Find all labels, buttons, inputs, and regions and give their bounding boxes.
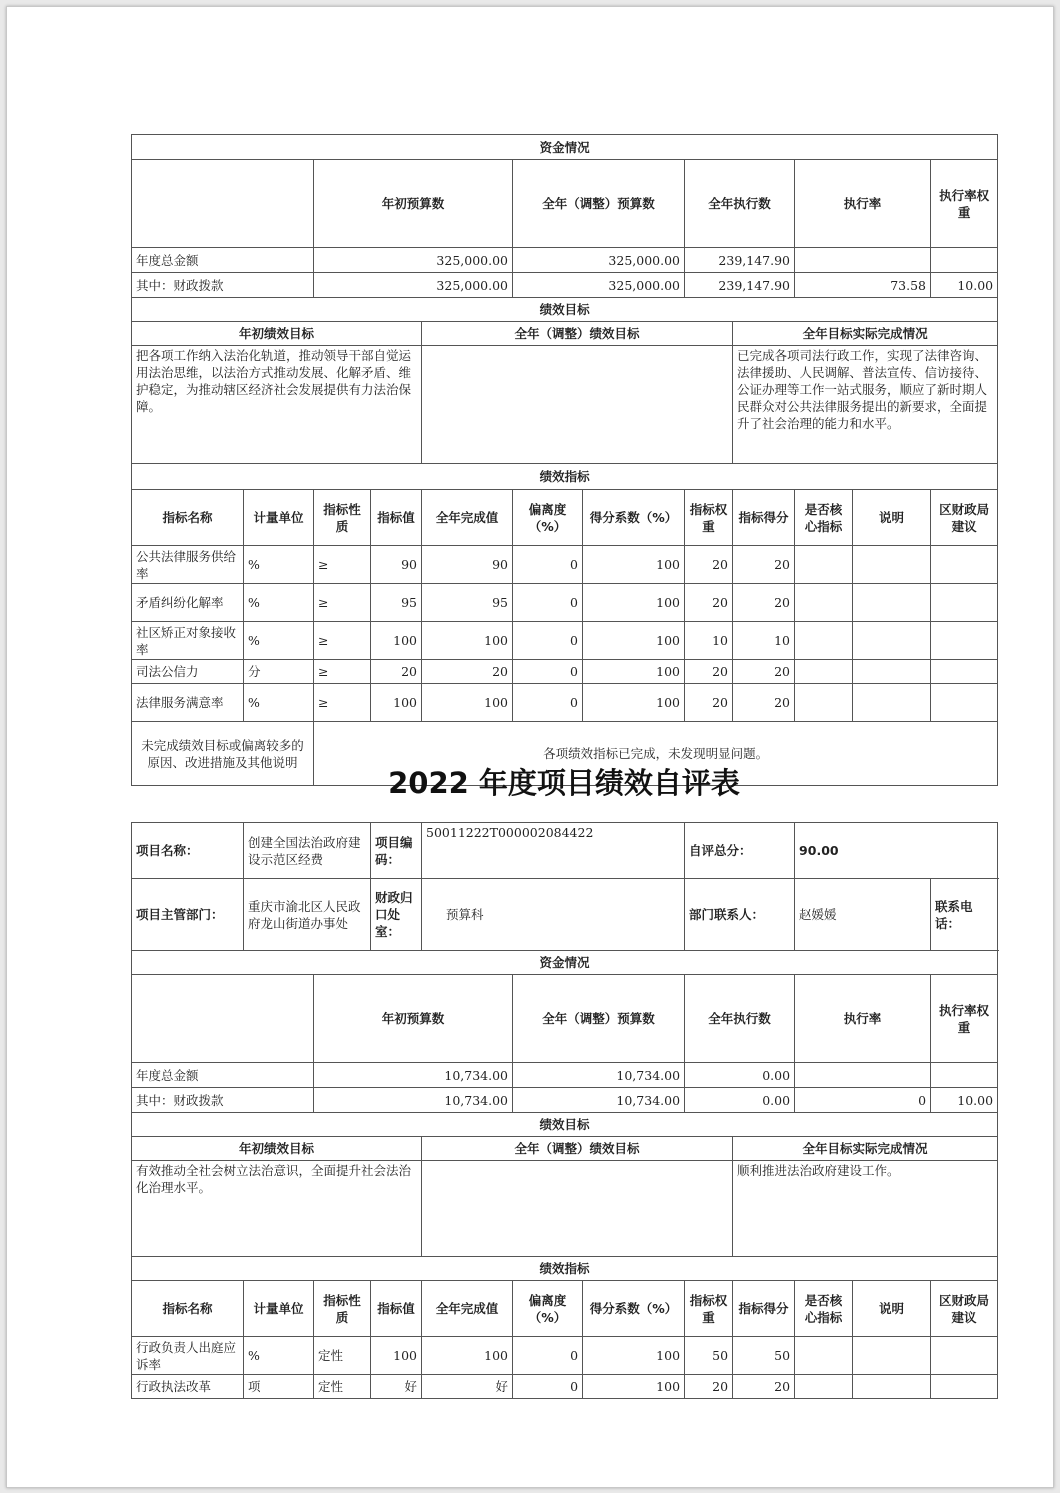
ind-dev: 0 <box>513 1337 583 1375</box>
blank-header-cell <box>132 160 314 248</box>
ind-core <box>795 546 853 584</box>
fund-weight: 10.00 <box>931 273 998 298</box>
ind-done: 好 <box>422 1375 513 1399</box>
ind-header-core: 是否核心指标 <box>795 1281 853 1337</box>
project-code: 50011222T000002084422 <box>422 823 685 879</box>
ind-value: 好 <box>371 1375 422 1399</box>
ind-coef: 100 <box>583 1375 685 1399</box>
header-adjusted: 全年（调整）预算数 <box>513 160 685 248</box>
ind-dev: 0 <box>513 622 583 660</box>
performance-table-2 <box>131 822 998 1399</box>
ind-weight: 10 <box>685 622 733 660</box>
total-score: 90.00 <box>795 823 998 879</box>
ind-nature: ≥ <box>314 622 371 660</box>
goal-header-actual: 全年目标实际完成情况 <box>733 1137 998 1161</box>
goal-initial-text: 有效推动全社会树立法治意识，全面提升社会法治化治理水平。 <box>132 1161 422 1257</box>
ind-note <box>853 622 931 660</box>
ind-note <box>853 684 931 722</box>
fund-label: 年度总金额 <box>132 1063 314 1088</box>
fund-rate <box>795 1063 931 1088</box>
ind-name: 法律服务满意率 <box>132 684 244 722</box>
ind-header-score: 指标得分 <box>733 1281 795 1337</box>
goal-actual-text: 顺利推进法治政府建设工作。 <box>733 1161 998 1257</box>
goal-adjusted-text <box>422 346 733 464</box>
ind-weight: 50 <box>685 1337 733 1375</box>
header-adjusted: 全年（调整）预算数 <box>513 975 685 1063</box>
ind-coef: 100 <box>583 546 685 584</box>
ind-note <box>853 1337 931 1375</box>
fund-label: 年度总金额 <box>132 248 314 273</box>
fund-row <box>132 1063 998 1088</box>
office-label: 财政归口处室： <box>371 879 422 951</box>
ind-value: 100 <box>371 684 422 722</box>
indicator-row <box>132 1375 998 1399</box>
contact-label: 部门联系人： <box>685 879 795 951</box>
ind-weight: 20 <box>685 684 733 722</box>
document-page <box>6 6 1054 1488</box>
goal-header-actual: 全年目标实际完成情况 <box>733 322 998 346</box>
ind-name: 矛盾纠纷化解率 <box>132 584 244 622</box>
ind-dev: 0 <box>513 660 583 684</box>
ind-header-name: 指标名称 <box>132 490 244 546</box>
ind-header-done: 全年完成值 <box>422 490 513 546</box>
goal-header-initial: 年初绩效目标 <box>132 322 422 346</box>
ind-header-core: 是否核心指标 <box>795 490 853 546</box>
indicator-row <box>132 684 998 722</box>
header-executed: 全年执行数 <box>685 975 795 1063</box>
ind-note <box>853 660 931 684</box>
ind-nature: ≥ <box>314 546 371 584</box>
indicator-row <box>132 584 998 622</box>
ind-advice <box>931 1337 998 1375</box>
ind-dev: 0 <box>513 584 583 622</box>
fund-row <box>132 248 998 273</box>
ind-header-advice: 区财政局建议 <box>931 1281 998 1337</box>
fund-adjusted: 325,000.00 <box>513 248 685 273</box>
fund-adjusted: 10,734.00 <box>513 1063 685 1088</box>
goal-initial-text: 把各项工作纳入法治化轨道，推动领导干部自觉运用法治思维，以法治方式推动发展、化解矛盾、维护稳定，为推动辖区经济社会发展提供有力法治保障。 <box>132 346 422 464</box>
ind-score: 10 <box>733 622 795 660</box>
ind-done: 100 <box>422 1337 513 1375</box>
ind-unit: % <box>244 584 314 622</box>
goal-adjusted-text <box>422 1161 733 1257</box>
blank-header-cell <box>132 975 314 1063</box>
ind-header-advice: 区财政局建议 <box>931 490 998 546</box>
phone-label: 联系电话： <box>931 879 998 951</box>
ind-name: 公共法律服务供给率 <box>132 546 244 584</box>
goals-header: 绩效目标 <box>132 298 998 322</box>
ind-header-note: 说明 <box>853 490 931 546</box>
ind-header-weight: 指标权重 <box>685 490 733 546</box>
fund-weight <box>931 248 998 273</box>
ind-value: 20 <box>371 660 422 684</box>
fund-label: 其中：财政拨款 <box>132 1088 314 1113</box>
ind-score: 20 <box>733 584 795 622</box>
project-name-label: 项目名称： <box>132 823 244 879</box>
ind-score: 20 <box>733 1375 795 1399</box>
fund-weight <box>931 1063 998 1088</box>
ind-header-dev: 偏离度（%） <box>513 1281 583 1337</box>
fund-executed: 0.00 <box>685 1063 795 1088</box>
ind-weight: 20 <box>685 1375 733 1399</box>
unfinished-text: 各项绩效指标已完成，未发现明显问题。 <box>314 722 998 786</box>
fund-executed: 0.00 <box>685 1088 795 1113</box>
ind-coef: 100 <box>583 1337 685 1375</box>
ind-name: 行政执法改革 <box>132 1375 244 1399</box>
ind-coef: 100 <box>583 584 685 622</box>
fund-label: 其中：财政拨款 <box>132 273 314 298</box>
total-score-label: 自评总分： <box>685 823 795 879</box>
ind-unit: 分 <box>244 660 314 684</box>
ind-advice <box>931 622 998 660</box>
ind-header-note: 说明 <box>853 1281 931 1337</box>
ind-weight: 20 <box>685 660 733 684</box>
form-title: 2022 年度项目绩效自评表 <box>388 766 740 800</box>
ind-note <box>853 546 931 584</box>
ind-dev: 0 <box>513 546 583 584</box>
fund-rate: 73.58 <box>795 273 931 298</box>
project-code-label: 项目编码： <box>371 823 422 879</box>
ind-score: 50 <box>733 1337 795 1375</box>
ind-header-nature: 指标性质 <box>314 490 371 546</box>
ind-done: 90 <box>422 546 513 584</box>
indicator-header-row <box>132 490 998 546</box>
ind-coef: 100 <box>583 660 685 684</box>
header-budget: 年初预算数 <box>314 975 513 1063</box>
ind-advice <box>931 684 998 722</box>
ind-done: 100 <box>422 684 513 722</box>
fund-executed: 239,147.90 <box>685 248 795 273</box>
ind-header-dev: 偏离度（%） <box>513 490 583 546</box>
ind-score: 20 <box>733 660 795 684</box>
goal-header-adjusted: 全年（调整）绩效目标 <box>422 322 733 346</box>
ind-unit: % <box>244 546 314 584</box>
goal-actual-text: 已完成各项司法行政工作，实现了法律咨询、法律援助、人民调解、普法宣传、信访接待、公证办理等工作一站式服务，顺应了新时期人民群众对公共法律服务提出的新要求，全面提升了社会治理的能力和水平。 <box>733 346 998 464</box>
contact-value: 赵媛媛 <box>795 879 931 951</box>
ind-coef: 100 <box>583 622 685 660</box>
ind-done: 95 <box>422 584 513 622</box>
ind-weight: 20 <box>685 546 733 584</box>
ind-header-nature: 指标性质 <box>314 1281 371 1337</box>
ind-weight: 20 <box>685 584 733 622</box>
header-rate: 执行率 <box>795 160 931 248</box>
fund-budget: 325,000.00 <box>314 248 513 273</box>
ind-value: 90 <box>371 546 422 584</box>
ind-core <box>795 622 853 660</box>
ind-core <box>795 1375 853 1399</box>
ind-advice <box>931 584 998 622</box>
ind-header-unit: 计量单位 <box>244 1281 314 1337</box>
ind-header-coef: 得分系数（%） <box>583 1281 685 1337</box>
goal-header-adjusted: 全年（调整）绩效目标 <box>422 1137 733 1161</box>
ind-header-value: 指标值 <box>371 490 422 546</box>
ind-header-coef: 得分系数（%） <box>583 490 685 546</box>
fund-budget: 325,000.00 <box>314 273 513 298</box>
ind-core <box>795 584 853 622</box>
fund-row <box>132 273 998 298</box>
indicators-header: 绩效指标 <box>132 464 998 490</box>
ind-core <box>795 1337 853 1375</box>
ind-header-weight: 指标权重 <box>685 1281 733 1337</box>
fund-rate <box>795 248 931 273</box>
header-budget: 年初预算数 <box>314 160 513 248</box>
goal-header-initial: 年初绩效目标 <box>132 1137 422 1161</box>
header-rate-weight: 执行率权重 <box>931 160 998 248</box>
ind-header-score: 指标得分 <box>733 490 795 546</box>
header-rate: 执行率 <box>795 975 931 1063</box>
indicators-header: 绩效指标 <box>132 1257 998 1281</box>
indicator-row <box>132 622 998 660</box>
ind-advice <box>931 660 998 684</box>
ind-advice <box>931 1375 998 1399</box>
ind-nature: 定性 <box>314 1337 371 1375</box>
performance-table-1 <box>131 134 998 786</box>
ind-header-name: 指标名称 <box>132 1281 244 1337</box>
ind-unit: % <box>244 1337 314 1375</box>
ind-note <box>853 1375 931 1399</box>
ind-core <box>795 660 853 684</box>
header-rate-weight: 执行率权重 <box>931 975 998 1063</box>
ind-nature: ≥ <box>314 660 371 684</box>
indicator-row <box>132 660 998 684</box>
ind-value: 95 <box>371 584 422 622</box>
ind-score: 20 <box>733 684 795 722</box>
ind-coef: 100 <box>583 684 685 722</box>
indicator-row <box>132 1337 998 1375</box>
ind-note <box>853 584 931 622</box>
fund-adjusted: 10,734.00 <box>513 1088 685 1113</box>
fund-adjusted: 325,000.00 <box>513 273 685 298</box>
fund-budget: 10,734.00 <box>314 1088 513 1113</box>
ind-name: 社区矫正对象接收率 <box>132 622 244 660</box>
ind-header-value: 指标值 <box>371 1281 422 1337</box>
office-value: 预算科 <box>422 879 685 951</box>
fund-budget: 10,734.00 <box>314 1063 513 1088</box>
indicator-row <box>132 546 998 584</box>
fund-executed: 239,147.90 <box>685 273 795 298</box>
ind-name: 司法公信力 <box>132 660 244 684</box>
header-executed: 全年执行数 <box>685 160 795 248</box>
ind-nature: 定性 <box>314 1375 371 1399</box>
ind-value: 100 <box>371 622 422 660</box>
ind-unit: % <box>244 622 314 660</box>
fund-weight: 10.00 <box>931 1088 998 1113</box>
ind-name: 行政负责人出庭应诉率 <box>132 1337 244 1375</box>
funds-header: 资金情况 <box>132 951 998 975</box>
ind-nature: ≥ <box>314 684 371 722</box>
dept-label: 项目主管部门： <box>132 879 244 951</box>
fund-rate: 0 <box>795 1088 931 1113</box>
ind-done: 100 <box>422 622 513 660</box>
project-name: 创建全国法治政府建设示范区经费 <box>244 823 371 879</box>
ind-unit: 项 <box>244 1375 314 1399</box>
ind-header-unit: 计量单位 <box>244 490 314 546</box>
ind-dev: 0 <box>513 684 583 722</box>
goals-header: 绩效目标 <box>132 1113 998 1137</box>
ind-value: 100 <box>371 1337 422 1375</box>
unfinished-label: 未完成绩效目标或偏离较多的原因、改进措施及其他说明 <box>132 722 314 786</box>
ind-nature: ≥ <box>314 584 371 622</box>
fund-row <box>132 1088 998 1113</box>
ind-unit: % <box>244 684 314 722</box>
ind-done: 20 <box>422 660 513 684</box>
funds-header: 资金情况 <box>132 135 998 160</box>
ind-dev: 0 <box>513 1375 583 1399</box>
indicator-header-row <box>132 1281 998 1337</box>
ind-core <box>795 684 853 722</box>
ind-advice <box>931 546 998 584</box>
ind-header-done: 全年完成值 <box>422 1281 513 1337</box>
dept-value: 重庆市渝北区人民政府龙山街道办事处 <box>244 879 371 951</box>
ind-score: 20 <box>733 546 795 584</box>
